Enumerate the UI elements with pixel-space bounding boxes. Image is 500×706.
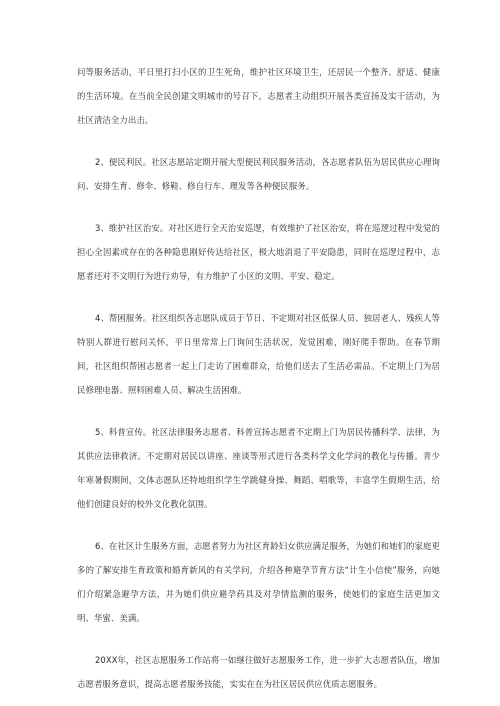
paragraph-assistance-services: 4、帮困服务。社区组织各志愿队成员于节日、不定期对社区低保人员、独居老人、残疾人等特别人群进行慰问关怀，平日里常常上门询问生活状况，发觉困难，刚好爬手帮助。在春节期间，社区组织帮困志愿者一起上门走访了困难群众，给他们送去了生活必需品。不定期上门为居民修理电器、照料困难人员、解决生活困难。: [77, 313, 440, 395]
paragraph-science-publicity: 5、科普宣传。社区法律服务志愿者、科普宣扬志愿者不定期上门为居民传播科学、法律，为其供应法律救济。不定期对居民以讲座、座谈等形式进行各类科学文化学问的教化与传播。青少年寒暑假期间，文体志愿队还特地组织学生学跳健身操、舞蹈、唱歌等，丰富学生假期生活，给他们创建良好的校外文化教化氛围。: [77, 427, 440, 509]
paragraph-continued: 问等服务活动，平日里打扫小区的卫生死角，维护社区环境卫生，还居民一个整齐、舒适、健康的生活环境。在当前全民创建文明城市的号召下，志愿者主动组织开展各类宣扬及实干活动，为社区清洁全力出击。: [77, 67, 440, 125]
paragraph-year-plan: 20XX年，社区志愿服务工作站将一如继往做好志愿服务工作，进一步扩大志愿者队伍，增加志愿者服务意识，提高志愿者服务技能，实实在在为社区居民供应优质志愿服务。: [77, 655, 440, 689]
paragraph-family-planning: 6、在社区计生服务方面，志愿者努力为社区育龄妇女供应满足服务，为她们和她们的家庭更多的了解安排生育政策和婚育新风的有关学问，介绍各种避孕节育方法“计生小信使”服务，向她们介绍紧急避孕方法，并为她们供应避孕药具及对孕情监测的服务，使她们的家庭生活更加文明、华蜜、美满。: [77, 541, 440, 623]
paragraph-convenience-services: 2、便民利民。社区志愿站定期开展大型便民利民服务活动，各志愿者队伍为居民供应心理询问、安排生育、修伞、修鞋、修自行车、理发等各种便民服务。: [77, 157, 440, 191]
paragraph-community-security: 3、维护社区治安。对社区进行全天治安巡逻，有效维护了社区治安，将在巡逻过程中发觉的担心全因素或存在的各种隐患刚好传达给社区，极大地消退了平安隐患，同时在巡逻过程中，志愿者还对不文明行为进行劝导，有力维护了小区的文明、平安、稳定。: [77, 223, 440, 281]
